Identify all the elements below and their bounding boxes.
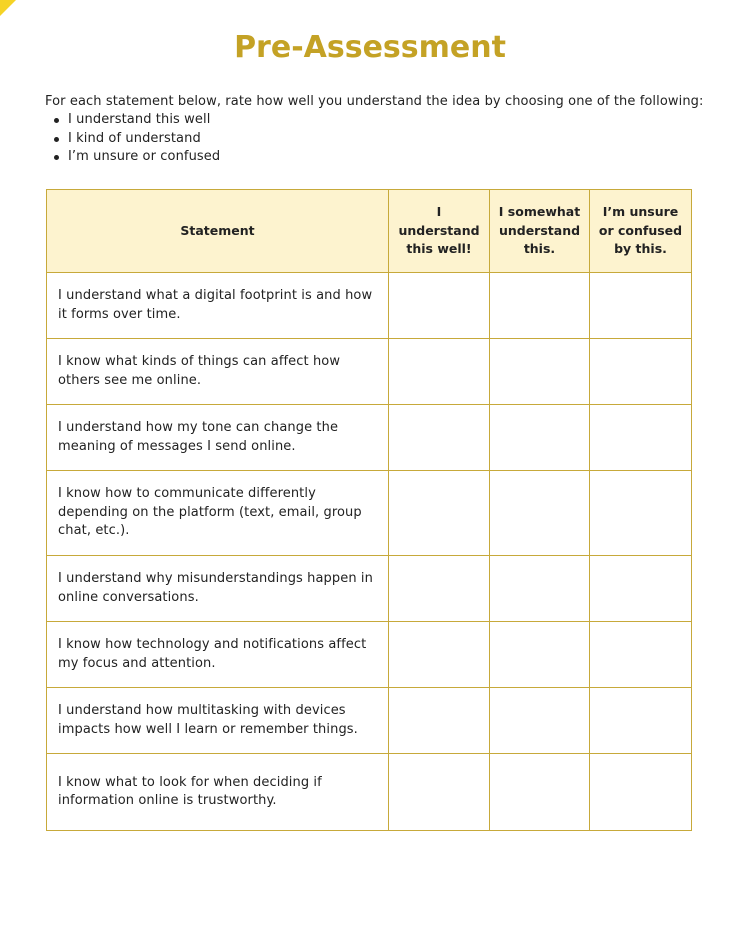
table-row xyxy=(47,556,692,622)
statement-cell: I understand why misunderstandings happen in online conversations. xyxy=(47,556,389,622)
page-title: Pre-Assessment xyxy=(234,30,506,65)
rating-cell-understand-well[interactable] xyxy=(389,273,490,339)
rating-cell-somewhat[interactable] xyxy=(490,556,590,622)
rating-cell-unsure[interactable] xyxy=(590,405,692,471)
rating-cell-unsure[interactable] xyxy=(590,273,692,339)
option-item: I understand this well xyxy=(68,111,725,130)
rating-cell-somewhat[interactable] xyxy=(490,273,590,339)
header-unsure-confused: I’m unsure or confused by this. xyxy=(590,190,692,273)
instructions xyxy=(45,93,725,167)
rating-cell-somewhat[interactable] xyxy=(490,688,590,754)
rating-cell-unsure[interactable] xyxy=(590,688,692,754)
rating-cell-somewhat[interactable] xyxy=(490,471,590,556)
header-row xyxy=(47,190,692,273)
statement-cell: I understand how multitasking with devices impacts how well I learn or remember things. xyxy=(47,688,389,754)
rating-cell-unsure[interactable] xyxy=(590,471,692,556)
rating-cell-understand-well[interactable] xyxy=(389,754,490,831)
header-understand-well: I understand this well! xyxy=(389,190,490,273)
header-somewhat-understand: I somewhat understand this. xyxy=(490,190,590,273)
assessment-table xyxy=(46,189,692,831)
table-row xyxy=(47,754,692,831)
rating-cell-understand-well[interactable] xyxy=(389,688,490,754)
table-row xyxy=(47,273,692,339)
statement-cell: I know what to look for when deciding if information online is trustworthy. xyxy=(47,754,389,831)
statement-cell: I know how technology and notifications affect my focus and attention. xyxy=(47,622,389,688)
statement-cell: I know what kinds of things can affect how others see me online. xyxy=(47,339,389,405)
rating-cell-understand-well[interactable] xyxy=(389,405,490,471)
table-row xyxy=(47,405,692,471)
header-statement: Statement xyxy=(47,190,389,273)
rating-cell-somewhat[interactable] xyxy=(490,622,590,688)
rating-cell-unsure[interactable] xyxy=(590,754,692,831)
table-row xyxy=(47,622,692,688)
options-list xyxy=(45,111,725,167)
rating-cell-understand-well[interactable] xyxy=(389,556,490,622)
rating-cell-unsure[interactable] xyxy=(590,622,692,688)
rating-cell-unsure[interactable] xyxy=(590,339,692,405)
option-item: I kind of understand xyxy=(68,130,725,149)
rating-cell-somewhat[interactable] xyxy=(490,405,590,471)
statement-cell: I understand how my tone can change the meaning of messages I send online. xyxy=(47,405,389,471)
rating-cell-unsure[interactable] xyxy=(590,556,692,622)
corner-decoration xyxy=(0,0,16,16)
rating-cell-understand-well[interactable] xyxy=(389,339,490,405)
rating-cell-somewhat[interactable] xyxy=(490,754,590,831)
statement-cell: I understand what a digital footprint is and how it forms over time. xyxy=(47,273,389,339)
rating-cell-understand-well[interactable] xyxy=(389,471,490,556)
table-row xyxy=(47,339,692,405)
option-item: I’m unsure or confused xyxy=(68,148,725,167)
statement-cell: I know how to communicate differently depending on the platform (text, email, group chat, etc.). xyxy=(47,471,389,556)
rating-cell-somewhat[interactable] xyxy=(490,339,590,405)
intro-text: For each statement below, rate how well you understand the idea by choosing one of the following: xyxy=(45,94,704,109)
table-row xyxy=(47,471,692,556)
table-row xyxy=(47,688,692,754)
rating-cell-understand-well[interactable] xyxy=(389,622,490,688)
